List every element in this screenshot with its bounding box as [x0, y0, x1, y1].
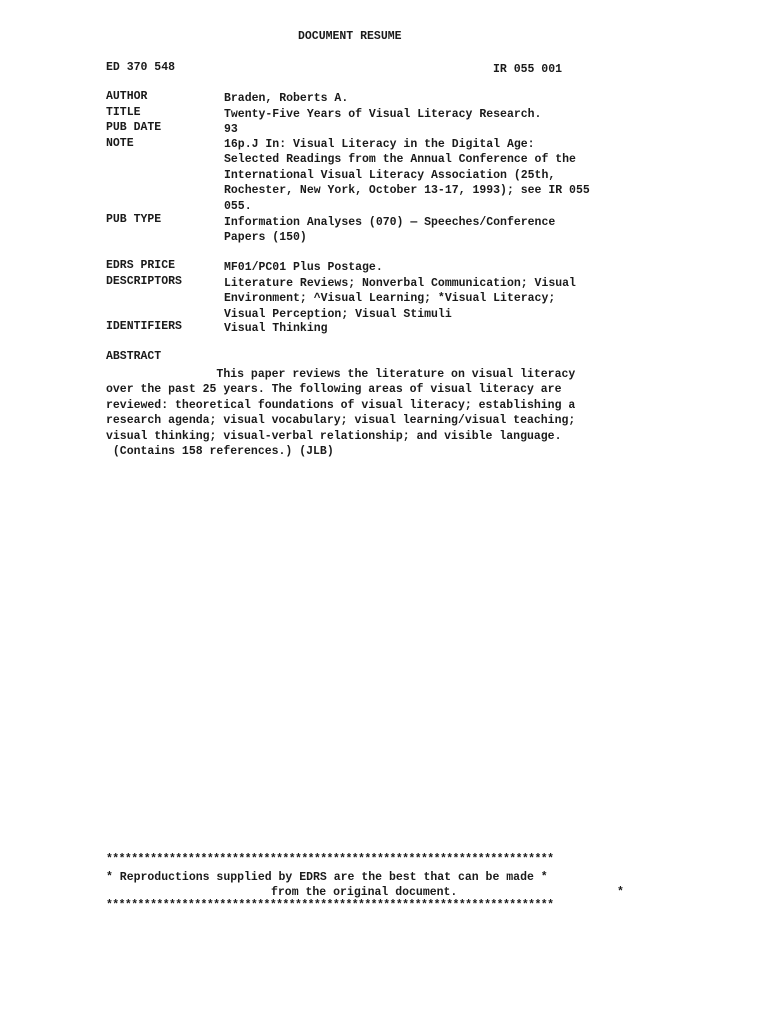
identifiers-label: IDENTIFIERS	[106, 320, 182, 333]
edrs-price-label: EDRS PRICE	[106, 259, 176, 272]
document-title: DOCUMENT RESUME	[298, 30, 402, 43]
note-line: Selected Readings from the Annual Conference of the	[224, 153, 576, 167]
pub-date-label: PUB DATE	[106, 121, 162, 134]
edrs-price-value	[224, 260, 383, 275]
note-label: NOTE	[106, 137, 134, 150]
abstract-body	[106, 367, 575, 459]
abstract-line: This paper reviews the literature on visual literacy	[106, 368, 576, 381]
title-label: TITLE	[106, 106, 141, 119]
note-line: International Visual Literacy Association (25th,	[224, 168, 556, 182]
pub-type-line: Papers (150)	[224, 231, 307, 245]
note-line: Rochester, New York, October 13-17, 1993); see IR 055	[224, 184, 590, 198]
abstract-line: (Contains 158 references.) (JLB)	[106, 445, 334, 459]
edrs-price-text: MF01/PC01 Plus Postage.	[224, 261, 383, 274]
reproduction-notice: * Reproductions supplied by EDRS are the best that can be made *	[106, 871, 548, 884]
abstract-line: over the past 25 years. The following areas of visual literacy are	[106, 383, 562, 397]
pub-type-value	[224, 215, 555, 246]
abstract-label: ABSTRACT	[106, 350, 162, 363]
stars-border-bottom: ***********************************************************************	[106, 899, 554, 912]
abstract-line: research agenda; visual vocabulary; visual learning/visual teaching;	[106, 414, 576, 428]
descriptors-label: DESCRIPTORS	[106, 275, 182, 288]
note-line: 055.	[224, 199, 252, 213]
author-value	[224, 91, 348, 106]
pub-date-value	[224, 122, 238, 137]
reproduction-star: *	[617, 886, 624, 899]
title-text: Twenty-Five Years of Visual Literacy Research.	[224, 108, 542, 121]
ir-number: IR 055 001	[493, 63, 563, 76]
pub-type-label: PUB TYPE	[106, 213, 162, 226]
stars-border-top: ***********************************************************************	[106, 853, 554, 866]
pub-date-text: 93	[224, 123, 238, 136]
reproduction-notice-line2: from the original document.	[271, 886, 458, 899]
author-label: AUTHOR	[106, 90, 148, 103]
note-line: 16p.J In: Visual Literacy in the Digital Age:	[224, 138, 535, 151]
descriptors-value	[224, 276, 576, 322]
author-text: Braden, Roberts A.	[224, 92, 349, 105]
note-value	[224, 137, 590, 214]
descriptors-line: Visual Perception; Visual Stimuli	[224, 307, 452, 321]
abstract-line: visual thinking; visual-verbal relationship; and visible language.	[106, 429, 562, 443]
identifiers-value	[224, 321, 328, 336]
descriptors-line: Literature Reviews; Nonverbal Communication; Visual	[224, 277, 576, 290]
pub-type-line: Information Analyses (070) — Speeches/Conference	[224, 216, 556, 229]
abstract-line: reviewed: theoretical foundations of visual literacy; establishing a	[106, 398, 576, 412]
descriptors-line: Environment; ^Visual Learning; *Visual Literacy;	[224, 292, 556, 306]
title-value	[224, 107, 541, 122]
ed-number: ED 370 548	[106, 61, 176, 74]
identifiers-text: Visual Thinking	[224, 322, 328, 335]
